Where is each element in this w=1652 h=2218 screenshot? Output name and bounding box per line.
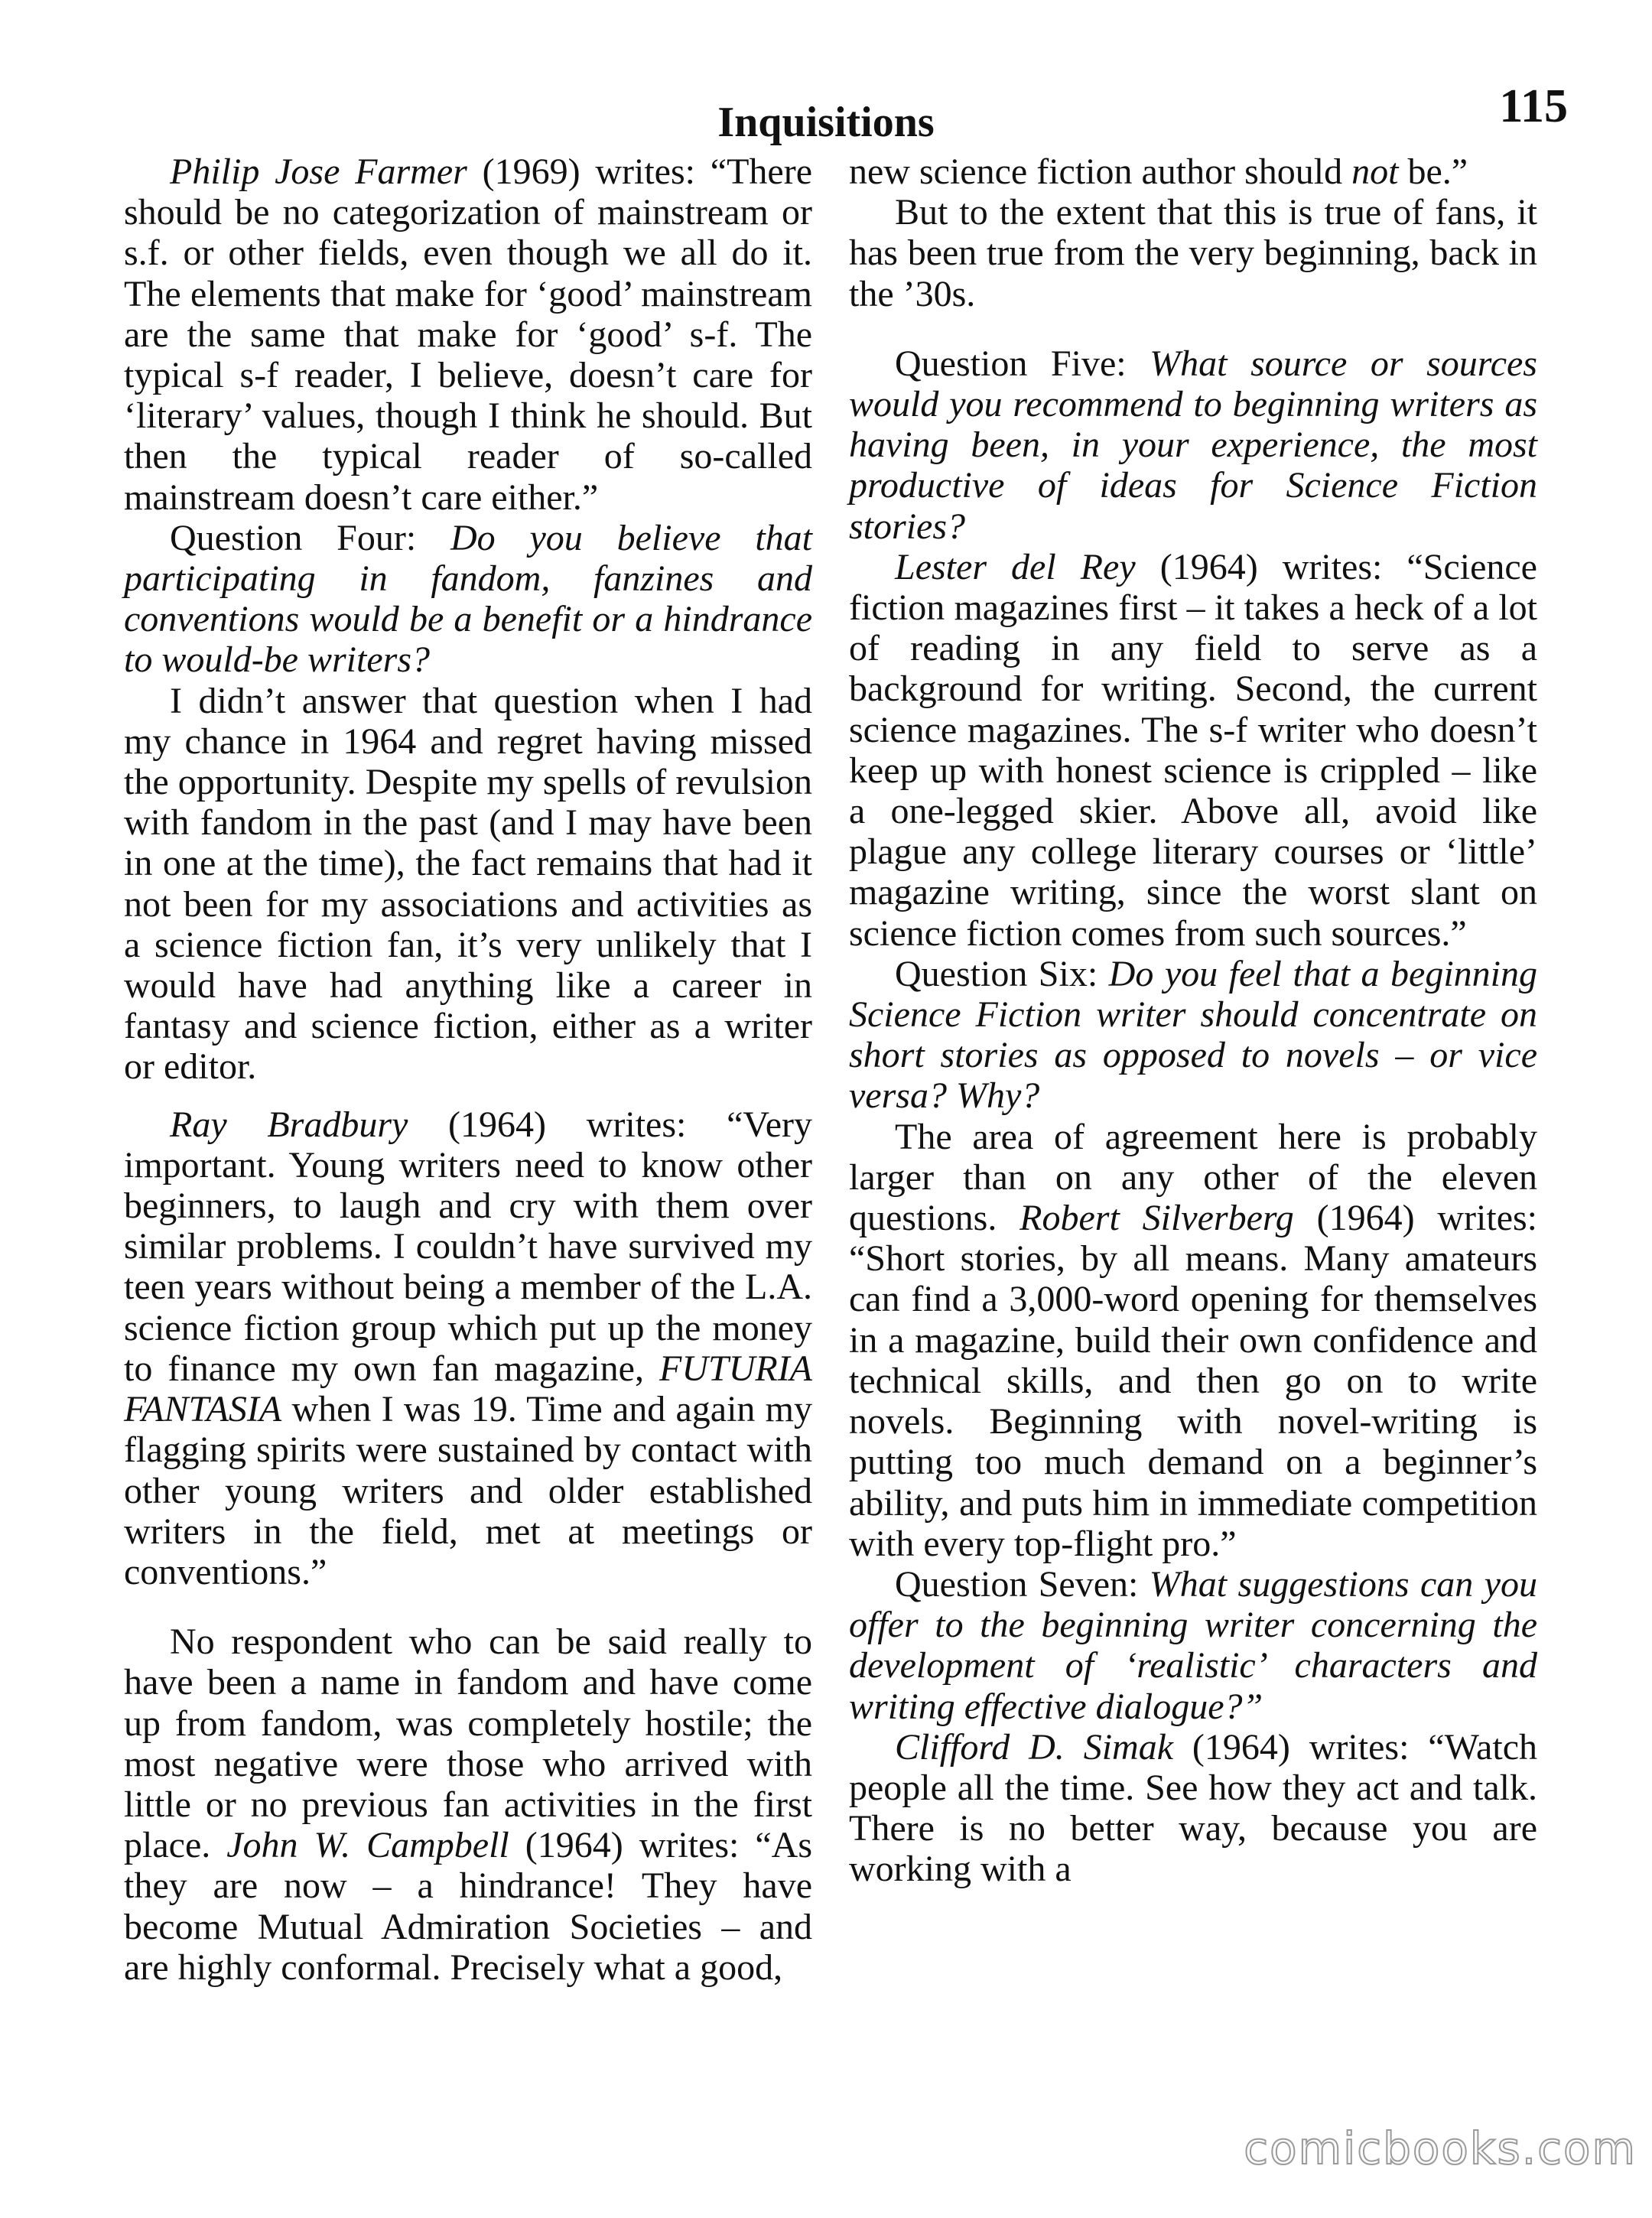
paragraph: But to the extent that this is true of fans, it has been true from the very beginning, back in the ’30s. — [849, 192, 1537, 314]
paragraph: Ray Bradbury (1964) writes: “Very important. Young writers need to know other beginners, to laugh and cry with them over similar problems. I couldn’t have survived my teen years without being a member of the L.A. science fiction group which put up the money to finance my own fan magazine, FUTURIA FANTASIA when I was 19. Time and again my flagging spirits were sustained by contact with other young writers and older established writers in the field, met at meetings or conventions.” — [124, 1104, 813, 1592]
paragraph: The area of agreement here is probably larger than on any other of the eleven questions. Robert Silverberg (1964) writes: “Short stories, by all means. Many amateurs can find a 3,000-word opening for themselves in a magazine, build their own confidence and technical skills, and then go on to write novels. Beginning with novel-writing is putting too much demand on a beginner’s ability, and puts him in immediate competition with every top-flight pro.” — [849, 1116, 1538, 1564]
paragraph: Question Four: Do you believe that participating in fandom, fanzines and conventions would be a benefit or a hindrance to would-be writers? — [124, 517, 813, 681]
left-column — [124, 151, 812, 1988]
page-number: 115 — [1499, 80, 1568, 132]
paragraph: Clifford D. Simak (1964) writes: “Watch people all the time. See how they act and talk. There is no better way, because you are working with a — [849, 1726, 1537, 1890]
paragraph: Question Six: Do you feel that a beginning Science Fiction writer should concentrate on short stories as opposed to novels – or vice versa? Why? — [849, 953, 1538, 1117]
paragraph: Philip Jose Farmer (1969) writes: “There should be no categorization of mainstream or s.f. or other fields, even though we all do it. The elements that make for ‘good’ mainstream are the same that make for ‘good’ s-f. The typical s-f reader, I believe, doesn’t care for ‘literary’ values, though I think he should. But then the typical reader of so-called mainstream doesn’t care either.” — [124, 151, 812, 518]
watermark-logo: comicbooks.com — [1244, 2122, 1637, 2174]
paragraph: Question Five: What source or sources would you recommend to beginning writers as having been, in your experience, the most productive of ideas for Science Fiction stories? — [849, 343, 1537, 547]
page-header-title: Inquisitions — [717, 99, 935, 146]
paragraph: No respondent who can be said really to have been a name in fandom and have come up from fandom, was completely hostile; the most negative were those who arrived with little or no previous fan activities in the first place. John W. Campbell (1964) writes: “As they are now – a hindrance! They have become Mutual Admiration Societies – and are highly conformal. Precisely what a good, — [124, 1621, 813, 1988]
right-column — [849, 151, 1537, 1890]
paragraph: Lester del Rey (1964) writes: “Science fiction magazines first – it takes a heck of a lot of reading in any field to serve as a background for writing. Second, the current science magazines. The s-f writer who doesn’t keep up with honest science is crippled – like a one-legged skier. Above all, avoid like plague any college literary courses or ‘little’ magazine writing, since the worst slant on science fiction comes from such sources.” — [849, 546, 1537, 954]
paragraph: Question Seven: What suggestions can you offer to the beginning writer concerning the development of ‘realistic’ characters and writing effective dialogue?” — [849, 1563, 1537, 1727]
paragraph: new science fiction author should not be.” — [849, 151, 1468, 192]
paragraph: I didn’t answer that question when I had my chance in 1964 and regret having missed the opportunity. Despite my spells of revulsion with fandom in the past (and I may have been in one at the time), the fact remains that had it not been for my associations and activities as a science fiction fan, it’s very unlikely that I would have had anything like a career in fantasy and science fiction, either as a writer or editor. — [124, 680, 812, 1088]
